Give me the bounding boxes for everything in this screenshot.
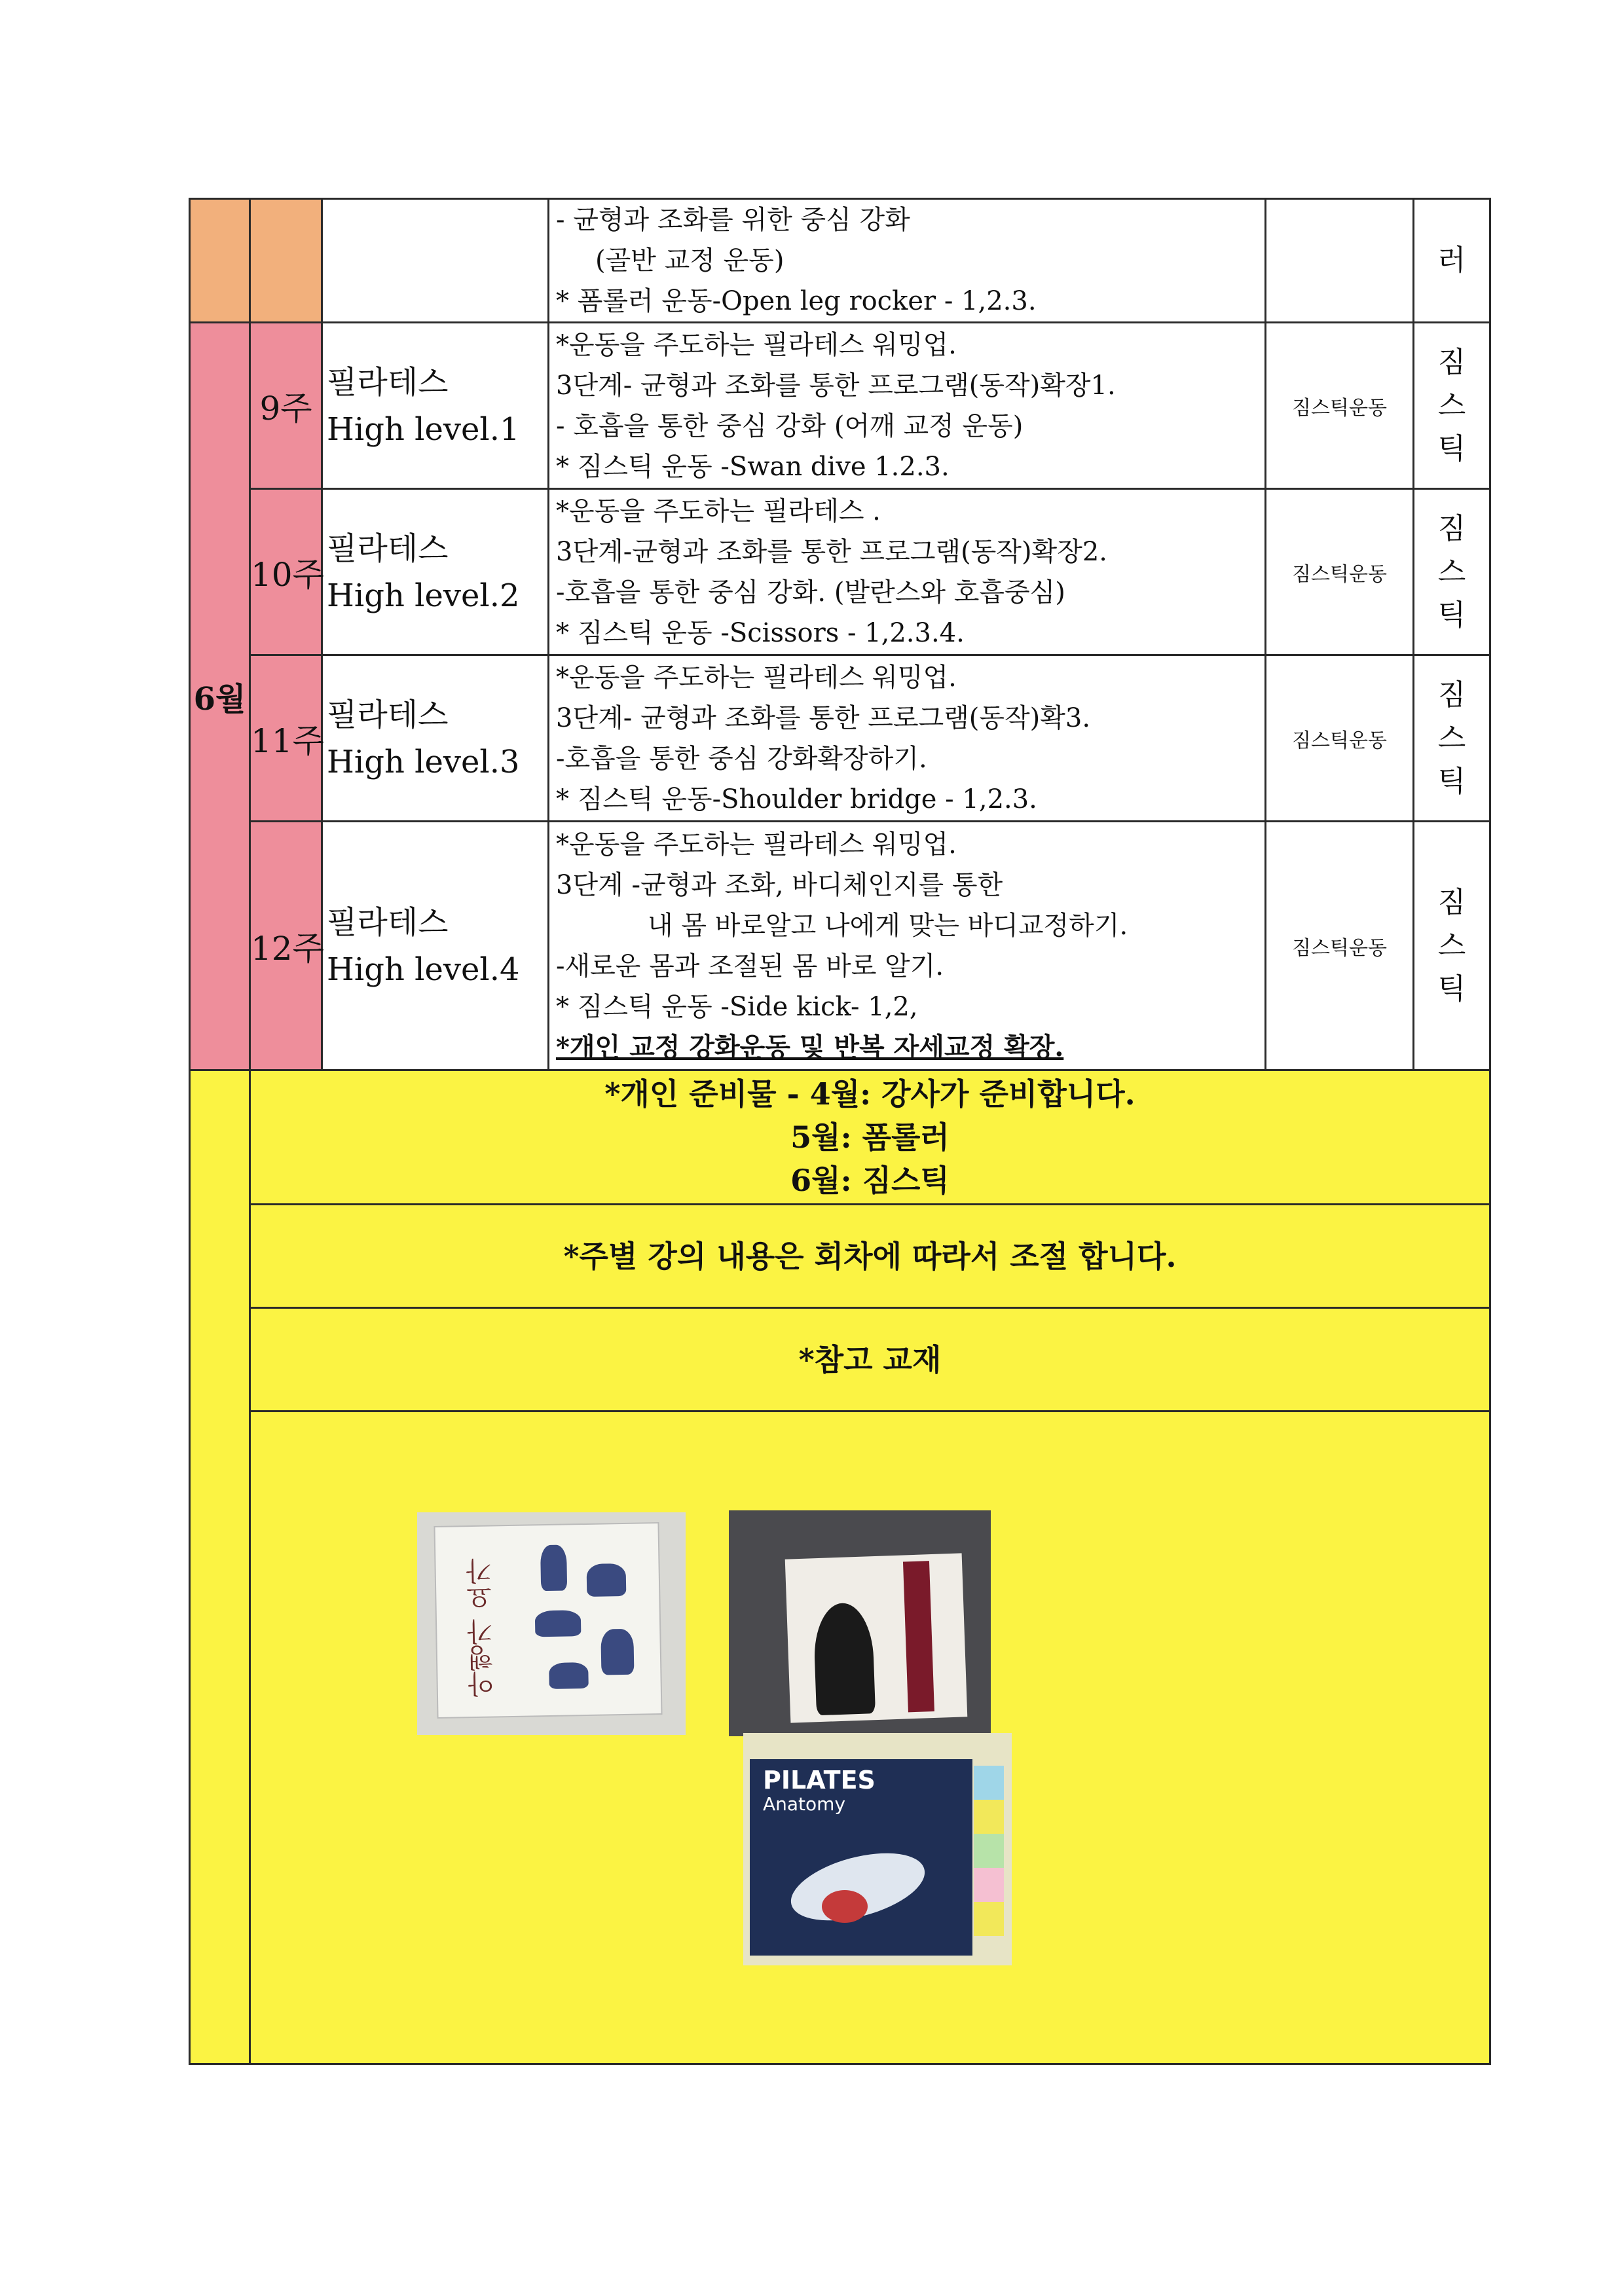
week-cell [250, 323, 322, 489]
content-line: * 짐스틱 운동 -Swan dive 1.2.3. [556, 451, 950, 482]
tool-char: 스 [1437, 721, 1466, 755]
content-line-emphasis: *개인 교정 강화운동 및 반복 자세교정 확장. [556, 1031, 1064, 1063]
table-row [190, 199, 1490, 323]
week-cell [250, 655, 322, 822]
tool-cell [1414, 822, 1490, 1070]
content-line: * 짐스틱 운동 -Side kick- 1,2, [556, 991, 918, 1022]
content-line: *운동을 주도하는 필라테스 워밍업. [556, 662, 957, 693]
month-label: 6월 [193, 681, 246, 718]
content-cell [549, 199, 1266, 323]
title-level: High level.1 [327, 410, 520, 448]
reference-heading: *참고 교재 [798, 1341, 942, 1377]
content-line: *운동을 주도하는 필라테스 워밍업. [556, 829, 957, 860]
tool-char: 스 [1437, 388, 1466, 422]
tool-char: 스 [1437, 555, 1466, 589]
title-line: 필라테스 [327, 363, 449, 401]
title-line: 필라테스 [327, 696, 449, 733]
equipment-cell: 짐스틱운동 [1266, 655, 1414, 822]
week-cell [250, 822, 322, 1070]
tool-char: 짐 [1437, 885, 1466, 919]
prep-note-line: 6월: 짐스틱 [790, 1163, 950, 1198]
yoga-pose-figure [549, 1662, 589, 1689]
title-line: 필라테스 [327, 903, 449, 941]
content-line: - 호흡을 통한 중심 강화 (어깨 교정 운동) [556, 410, 1024, 441]
tool-cell [1414, 199, 1490, 323]
week-label: 12주 [251, 929, 324, 968]
content-line: 3단계- 균형과 조화를 통한 프로그램(동작)확장1. [556, 370, 1116, 401]
tool-char: 틱 [1437, 431, 1466, 465]
equipment-cell: 짐스틱운동 [1266, 822, 1414, 1070]
table-row [190, 822, 1490, 1070]
title-level: High level.3 [327, 743, 520, 780]
reference-heading-cell [250, 1308, 1490, 1412]
title-level: High level.2 [327, 577, 520, 614]
content-line: 3단계- 균형과 조화를 통한 프로그램(동작)확3. [556, 702, 1091, 733]
book-images-cell [250, 1412, 1490, 2064]
month-cell [190, 323, 250, 1070]
content-line: (골반 교정 운동) [595, 246, 784, 276]
yoga-book-title: 아행가 요가 [466, 1558, 499, 1698]
content-cell [549, 655, 1266, 822]
week-cell [250, 489, 322, 655]
adjust-note: *주별 강의 내용은 회차에 따라서 조절 합니다. [563, 1238, 1177, 1274]
content-cell [549, 489, 1266, 655]
table-row [190, 489, 1490, 655]
yoga-pose-figure [535, 1610, 581, 1637]
model-figure [813, 1602, 876, 1715]
content-line: -새로운 몸과 조절된 몸 바로 알기. [556, 951, 944, 981]
week-label: 9주 [259, 389, 312, 428]
yoga-pose-figure [600, 1629, 634, 1675]
title-cell-empty [322, 199, 549, 323]
tool-char: 스 [1437, 928, 1466, 962]
content-line: * 짐스틱 운동 -Scissors - 1,2.3.4. [556, 617, 965, 648]
sticky-note-tabs [974, 1766, 1004, 1936]
adjust-note-cell [250, 1205, 1490, 1308]
pilates-korean-book-image [729, 1510, 991, 1736]
content-line: -호흡을 통한 중심 강화확장하기. [556, 743, 927, 774]
anatomy-muscle-highlight [822, 1890, 868, 1923]
content-line: - 균형과 조화를 위한 중심 강화 [556, 205, 910, 235]
title-cell [322, 489, 549, 655]
tool-cell [1414, 489, 1490, 655]
tool-char: 러 [1437, 244, 1466, 277]
month-cell-previous [190, 199, 250, 323]
table-row [190, 323, 1490, 489]
book-cover [785, 1553, 968, 1722]
pilates-anatomy-book-image [743, 1733, 1012, 1965]
yoga-pose-figure [540, 1544, 567, 1591]
equipment-cell: 짐스틱운동 [1266, 489, 1414, 655]
pilates-anatomy-cover [750, 1759, 972, 1956]
week-label: 11주 [251, 721, 324, 760]
content-line: -호흡을 통한 중심 강화. (발란스와 호흡중심) [556, 577, 1065, 608]
book-title-band [903, 1561, 934, 1712]
yoga-book-cover [435, 1523, 661, 1717]
content-line: 내 몸 바로알고 나에게 맞는 바디교정하기. [648, 910, 1128, 941]
equipment-cell-empty [1266, 199, 1414, 323]
content-line: 3단계 -균형과 조화, 바디체인지를 통한 [556, 869, 1003, 900]
pilates-anatomy-subtitle: Anatomy [763, 1793, 846, 1815]
lesson-plan-table [189, 198, 1491, 2065]
table-row [190, 655, 1490, 822]
table-row [190, 1412, 1490, 2064]
content-line: *운동을 주도하는 필라테스 워밍업. [556, 329, 957, 360]
content-line: *운동을 주도하는 필라테스 . [556, 496, 881, 526]
content-cell [549, 323, 1266, 489]
content-line: * 폼롤러 운동-Open leg rocker - 1,2.3. [556, 286, 1037, 316]
content-line: * 짐스틱 운동-Shoulder bridge - 1,2.3. [556, 784, 1037, 814]
tool-char: 틱 [1437, 764, 1466, 798]
tool-cell [1414, 655, 1490, 822]
title-cell [322, 822, 549, 1070]
yoga-pose-figure [587, 1563, 627, 1597]
prep-note-line: *개인 준비물 - 4월: 강사가 준비합니다. [604, 1076, 1135, 1112]
tool-char: 짐 [1437, 511, 1466, 545]
tool-char: 틱 [1437, 972, 1466, 1006]
pilates-anatomy-title: PILATES [763, 1766, 876, 1795]
title-cell [322, 655, 549, 822]
table-row [190, 1070, 1490, 1205]
title-level: High level.4 [327, 951, 520, 988]
book-images [251, 1412, 1489, 2063]
prep-note-cell [250, 1070, 1490, 1205]
week-cell-previous [250, 199, 322, 323]
prep-note-line: 5월: 폼롤러 [790, 1120, 950, 1155]
content-cell [549, 822, 1266, 1070]
tool-cell [1414, 323, 1490, 489]
table-row [190, 1205, 1490, 1308]
table-row [190, 1308, 1490, 1412]
tool-char: 틱 [1437, 598, 1466, 632]
week-label: 10주 [251, 555, 324, 594]
content-line: 3단계-균형과 조화를 통한 프로그램(동작)확장2. [556, 536, 1108, 567]
notes-side-cell [190, 1070, 250, 2064]
equipment-cell: 짐스틱운동 [1266, 323, 1414, 489]
yoga-book-image [417, 1512, 686, 1735]
tool-char: 짐 [1437, 345, 1466, 379]
title-line: 필라테스 [327, 530, 449, 567]
title-cell [322, 323, 549, 489]
tool-char: 짐 [1437, 678, 1466, 712]
